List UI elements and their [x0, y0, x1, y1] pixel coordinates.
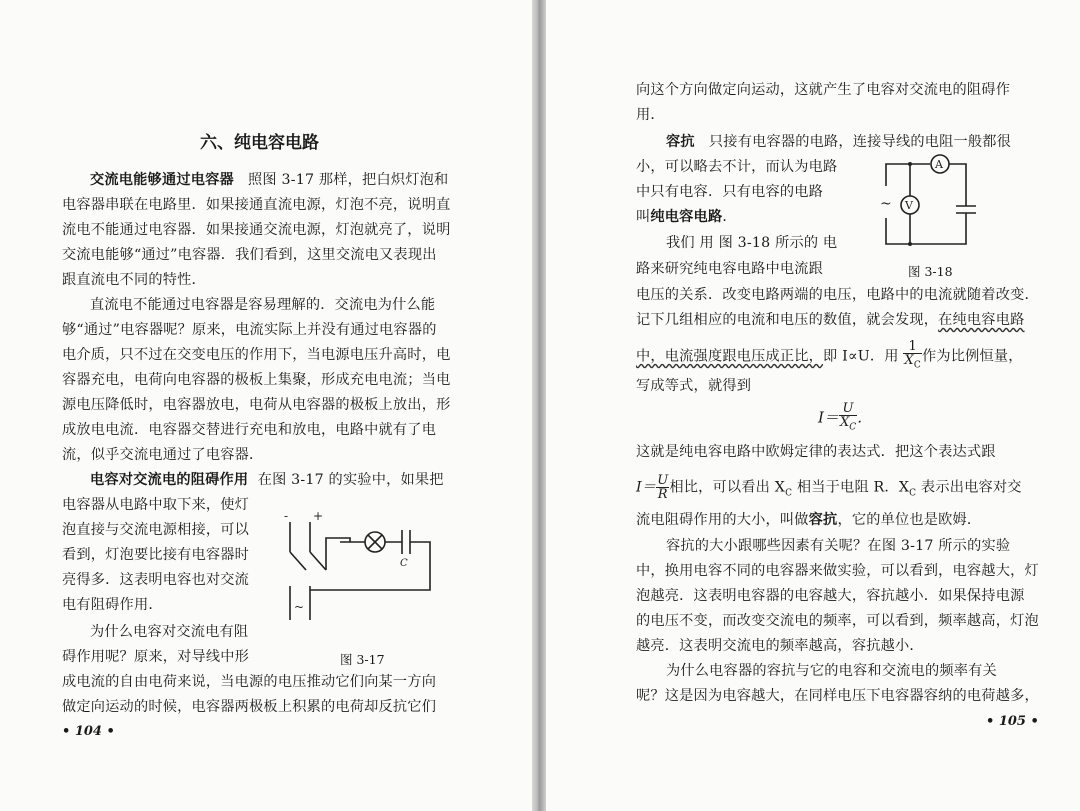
text-line [636, 207, 737, 227]
text-line: 够“通过”电容器呢？原来，电流实际上并没有通过电容器的 [62, 322, 437, 338]
text-span: 相比，可以看出 X [669, 479, 786, 496]
fraction-numerator: U [657, 473, 669, 488]
wire-bottom [886, 213, 966, 244]
term-pure-capacitor-circuit: 纯电容电路 [650, 209, 723, 225]
ammeter-label: A [935, 158, 943, 171]
minus-sign: - [284, 509, 289, 523]
text-span: 作为比例恒量， [921, 348, 1023, 365]
junction-dot [908, 162, 912, 166]
fraction-denominator [903, 354, 922, 373]
text-line: 电容器串联在电路里．如果接通直流电源，灯泡不亮，说明直 [62, 197, 451, 213]
text-span: ，它的单位也是欧姆． [837, 512, 982, 528]
wire-top-left [886, 164, 930, 186]
subscript-c: C [785, 488, 793, 499]
ohm-law-formula [818, 402, 872, 435]
formula-end: ． [857, 408, 873, 427]
fraction-denominator [839, 416, 857, 435]
text-line: 做定向运动的时候，电容器两极板上积累的电荷却反抗它们 [62, 699, 437, 715]
text-line: 成放电电流．电容器交替进行充电和放电，电路中就有了电 [62, 422, 437, 438]
text-line: 电有阻碍作用． [62, 597, 163, 613]
text-line: 碍作用呢？原来，对导线中形 [62, 649, 250, 665]
text-line: 我们 用 图 3-18 所示的 电 [666, 235, 838, 251]
figure-caption: 图 3-17 [340, 652, 385, 667]
fraction-u-over-xc [839, 402, 857, 435]
text-line: 电容器从电路中取下来，使灯 [62, 497, 250, 513]
text-line: 电压的关系．改变电路两端的电压，电路中的电流就随着改变． [636, 287, 1039, 303]
text-line: 用． [636, 107, 665, 123]
switch-blade-right [310, 552, 326, 570]
right-page [546, 0, 1080, 811]
text-line: 源电压降低时，电容器放电，电荷从电容器的极板上放出，形 [62, 397, 451, 413]
text-line: 中只有电容．只有电容的电路 [636, 184, 824, 200]
text-span: 流电阻碍作用的大小，叫做 [636, 512, 809, 528]
text-span: 叫 [636, 209, 651, 225]
text-line: 的电压不变，而改变交流电的频率，可以看到，频率越高，灯泡 [636, 613, 1039, 629]
paragraph-label: 电容对交流电的阻碍作用 [90, 472, 249, 488]
text-line: 呢？这是因为电容越大，在同样电压下电容器容纳的电荷越多， [636, 688, 1039, 704]
text-span: 记下几组相应的电流和电压的数值，就会发现， [636, 312, 939, 328]
page-number: • 105 • [986, 714, 1039, 729]
ac-symbol: ~ [880, 196, 892, 212]
text-line: 泡越亮．这表明电容器的电容越大，容抗越小．如果保持电源 [636, 588, 1025, 604]
plus-sign: + [313, 509, 324, 523]
text-line: 容器充电，电荷向电容器的极板上集聚，形成充电电流；当电 [62, 372, 451, 388]
subscript-c: C [849, 422, 857, 433]
figure-3-17-circuit [280, 508, 450, 628]
text-line: 容抗的大小跟哪些因素有关呢？在图 3-17 所示的实验 [666, 538, 1011, 554]
emphasized-text: 在纯电容电路 [938, 312, 1025, 328]
text-line: 写成等式，就得到 [636, 378, 752, 394]
text-line: 小，可以略去不计，而认为电路 [636, 159, 838, 175]
fraction-denominator: R [657, 487, 668, 502]
fraction-numerator: 1 [903, 340, 922, 354]
text-line: 这就是纯电容电路中欧姆定律的表达式．把这个表达式跟 [636, 444, 996, 460]
capacitor-label: C [400, 558, 408, 569]
figure-3-18-circuit [874, 152, 986, 254]
text-line: 向这个方向做定向运动，这就产生了电容对交流电的阻碍作 [636, 82, 1011, 98]
ac-symbol: ~ [294, 600, 305, 614]
text-line [636, 510, 981, 530]
section-heading: 六、纯电容电路 [200, 133, 319, 153]
symbol-x: X [839, 415, 850, 430]
text-line [636, 474, 1022, 503]
text-line: 越亮．这表明交流电的频率越高，容抗越小． [636, 638, 924, 654]
paragraph-label: 容抗 [666, 134, 695, 150]
text-span: 相当于电阻 R．X [792, 479, 910, 496]
text-line [636, 310, 1024, 330]
text-span: ． [722, 209, 737, 225]
text-line [90, 470, 444, 490]
figure-caption: 图 3-18 [908, 264, 953, 279]
subscript-c: C [909, 488, 917, 499]
left-page [0, 0, 532, 811]
text-line: 为什么电容对交流电有阻 [90, 624, 249, 640]
text-line: 成电流的自由电荷来说，当电源的电压推动它们向某一方向 [62, 674, 437, 690]
junction-dot [908, 242, 912, 246]
switch-blade-left [290, 552, 306, 570]
page-number: • 104 • [62, 724, 115, 739]
text-span: 表示出电容对交 [916, 479, 1022, 496]
wire-return [310, 542, 430, 590]
fraction-u-over-r [656, 474, 669, 501]
paragraph-label: 交流电能够通过电容器 [90, 172, 234, 188]
text-span: 照图 3-17 那样，把白炽灯泡和 [248, 172, 449, 188]
fraction-one-over-xc [903, 340, 922, 373]
term-capacitive-reactance: 容抗 [808, 512, 838, 528]
wire-top-right [949, 164, 966, 206]
fraction-numerator: U [839, 402, 857, 416]
text-line [666, 132, 1011, 152]
text-line [636, 340, 1023, 373]
voltmeter-label: V [905, 199, 913, 212]
text-line: 流，似乎交流电通过了电容器． [62, 447, 264, 463]
text-line: 路来研究纯电容电路中电流跟 [636, 261, 824, 277]
text-span: 即 I∝U．用 [823, 348, 899, 365]
text-line: 电介质，只不过在交变电压的作用下，当电源电压升高时，电 [62, 347, 451, 363]
text-span: 在图 3-17 的实验中，如果把 [257, 472, 444, 488]
text-line: 跟直流电不同的特性． [62, 272, 206, 288]
text-line: 中，换用电容不同的电容器来做实验，可以看到，电容越大，灯 [636, 563, 1039, 579]
text-line: 亮得多．这表明电容也对交流 [62, 572, 250, 588]
symbol-x: X [904, 353, 914, 368]
subscript-c: C [913, 360, 921, 371]
text-line: 泡直接与交流电源相接，可以 [62, 522, 250, 538]
book-gutter [532, 0, 546, 811]
text-span: 只接有电容器的电路，连接导线的电阻一般都很 [708, 134, 1012, 150]
text-line [90, 170, 448, 190]
emphasized-text: 中，电流强度跟电压成正比， [636, 348, 824, 365]
text-line: 为什么电容器的容抗与它的电容和交流电的频率有关 [666, 663, 997, 679]
text-line: 看到，灯泡要比接有电容器时 [62, 547, 250, 563]
formula-lhs: I＝ [818, 408, 839, 427]
text-line: 直流电不能通过电容器是容易理解的．交流电为什么能 [90, 297, 436, 313]
text-span: I＝ [636, 479, 657, 496]
text-line: 流电不能通过电容器．如果接通交流电源，灯泡就亮了，说明 [62, 222, 451, 238]
text-line: 交流电能够“通过”电容器．我们看到，这里交流电又表现出 [62, 247, 437, 263]
